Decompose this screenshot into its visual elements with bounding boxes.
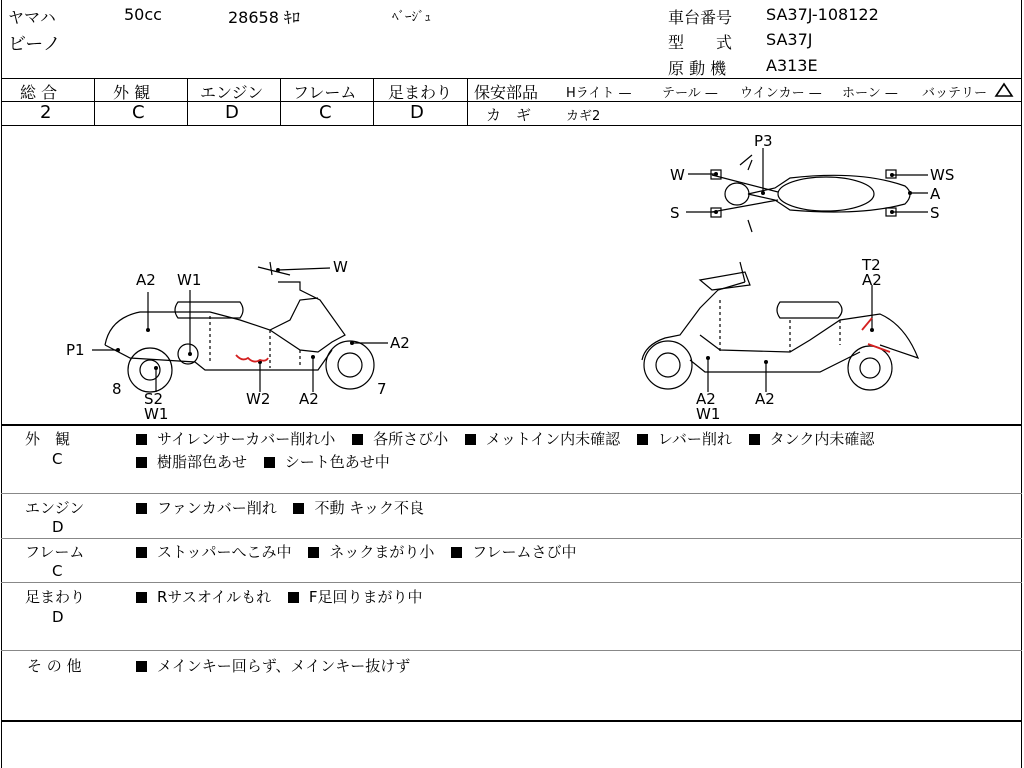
note-item: シート色あせ中 [264,453,390,471]
diagram-label-a2-floor: A2 [696,390,716,408]
part-winker: ウインカー — [740,86,822,101]
bullet-square-icon [136,547,147,558]
note-item: F足回りまがり中 [288,588,423,606]
model-type-value: SA37J [766,30,813,49]
note-grade-frame: C [52,562,63,580]
notes-divider-4 [1,650,1022,651]
bullet-square-icon [288,592,299,603]
frame-number-label: 車台番号 [668,8,733,27]
bullet-square-icon [136,503,147,514]
frame-number-value: SA37J-108122 [766,5,879,24]
note-item: メットイン内未確認 [465,430,620,448]
engine-model-value: A313E [766,56,818,75]
grade-value-exterior: C [132,102,145,123]
note-item: サイレンサーカバー削れ小 [136,430,335,448]
note-item: ファンカバー削れ [136,499,277,517]
diagram-label-a2-seat: A2 [136,271,156,289]
body-color: ﾍﾞｰｼﾞｭ [392,10,431,25]
bullet-square-icon [308,547,319,558]
maker-name: ヤマハ [8,8,56,27]
diagram-label-7: 7 [377,380,387,398]
grade-divider-5 [467,78,468,125]
note-grade-exterior: C [52,450,63,468]
note-item: 樹脂部色あせ [136,453,247,471]
grade-header-exterior: 外 観 [113,83,151,102]
note-title-suspension: 足まわり [25,588,86,606]
note-grade-engine: D [52,518,64,536]
note-item: ネックまがり小 [308,543,434,561]
diagram-label-a2-frame: A2 [299,390,319,408]
engine-model-label: 原 動 機 [668,59,727,78]
note-title-exterior: 外 観 [25,430,71,448]
notes-divider-1 [1,493,1022,494]
grade-header-engine: エンジン [200,83,264,102]
note-item: レバー削れ [637,430,732,448]
triangle-icon [994,82,1014,98]
parts-mid [468,101,1021,102]
bullet-square-icon [293,503,304,514]
grade-value-frame: C [319,102,332,123]
bullet-square-icon [451,547,462,558]
part-battery: バッテリー [922,86,988,101]
diagram-label-p1: P1 [66,341,85,359]
grade-divider-4 [373,78,374,125]
model-name: ビーノ [8,34,61,55]
note-grade-suspension: D [52,608,64,626]
bullet-square-icon [136,457,147,468]
notes-bottom [1,720,1022,722]
note-item: ストッパーへこみ中 [136,543,292,561]
grade-divider-1 [94,78,95,125]
diagram-label-p3: P3 [754,132,773,150]
diagram-label-a-top: A [930,185,941,203]
diagram-label-a2-under: A2 [755,390,775,408]
bullet-square-icon [136,434,147,445]
note-item: フレームさび中 [451,543,576,561]
model-type-label: 型 式 [668,33,733,52]
diagram-label-a2-front: A2 [390,334,410,352]
mileage: 28658 ｷﾛ [228,8,300,27]
note-other-line-1 [136,655,422,676]
grade-value-overall: 2 [40,102,52,123]
diagram-label-t2: T2 [862,256,881,274]
note-item: メインキー回らず、メインキー抜けず [136,657,410,675]
note-engine-line-1 [136,497,436,518]
note-title-engine: エンジン [25,499,85,517]
notes-top [1,424,1022,426]
bullet-square-icon [637,434,648,445]
diagram-label-a2-rear: A2 [862,271,882,289]
diagram-label-s2: S2 [144,390,164,408]
bullet-square-icon [749,434,760,445]
bullet-square-icon [136,661,147,672]
grade-table-top [1,78,1022,79]
diagram-label-8: 8 [112,380,122,398]
safety-parts-label: 保安部品 [474,83,539,102]
diagram-label-w1-floor: W1 [696,405,721,423]
note-title-other: そ の 他 [27,657,82,675]
bullet-square-icon [264,457,275,468]
bullet-square-icon [352,434,363,445]
note-suspension-line-1 [136,586,435,607]
note-item: Rサスオイルもれ [136,588,271,606]
key-value: カギ2 [566,109,601,124]
diagram-label-w-left: W [333,258,348,276]
grade-divider-2 [187,78,188,125]
notes-divider-3 [1,582,1022,583]
note-title-frame: フレーム [25,543,85,561]
grade-header-overall: 総 合 [20,83,58,102]
note-exterior-line-2 [136,451,402,472]
note-frame-line-1 [136,541,589,562]
key-label: カ ギ [486,106,532,124]
note-item: 不動 キック不良 [293,499,423,517]
grade-header-frame: フレーム [293,83,357,102]
notes-divider-2 [1,538,1022,539]
diagram-label-ws: WS [930,166,955,184]
grade-value-suspension: D [410,102,424,123]
bullet-square-icon [136,592,147,603]
grade-divider-3 [280,78,281,125]
diagram-label-s-top-right: S [930,204,940,222]
diagram-label-s-top-left: S [670,204,680,222]
grade-header-suspension: 足まわり [388,83,453,102]
part-headlight: Hライト — [566,86,632,101]
part-horn: ホーン — [842,86,898,101]
displacement: 50cc [124,5,162,24]
diagram-label-w-top: W [670,166,685,184]
scooter-top-view [686,148,928,232]
diagram-label-w1-seat: W1 [177,271,202,289]
note-exterior-line-1 [136,428,886,449]
diagram-label-w2: W2 [246,390,271,408]
note-item: タンク内未確認 [749,430,875,448]
note-item: 各所さび小 [352,430,448,448]
bullet-square-icon [465,434,476,445]
diagram-label-w1-bottom: W1 [144,405,169,423]
grade-value-engine: D [225,102,239,123]
part-taillight: テール — [662,86,718,101]
